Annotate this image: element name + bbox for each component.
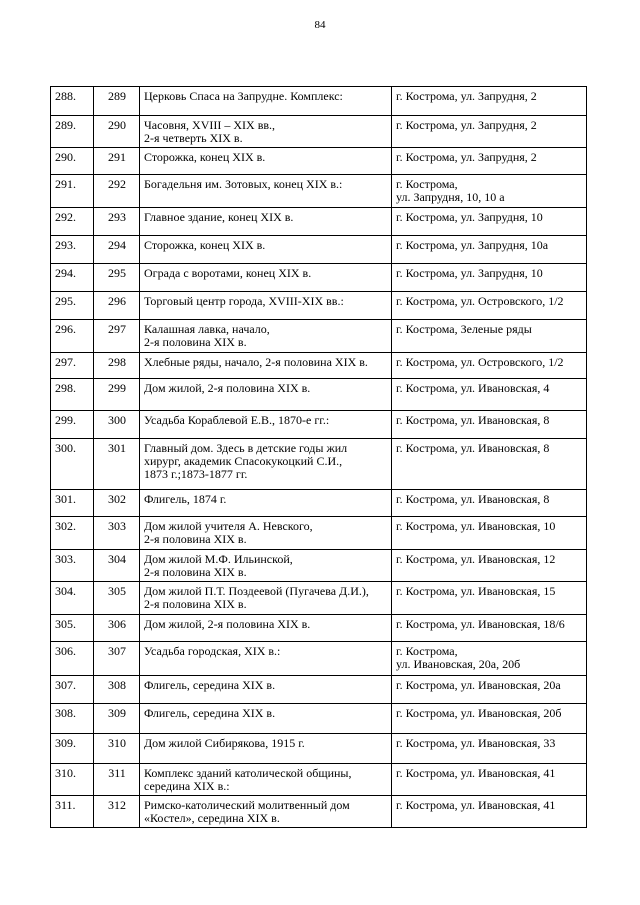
object-name-cell-text: Усадьба городская, XIX в.: [144, 644, 281, 658]
object-name-cell-text: Главный дом. Здесь в детские годы жил хирург, академик Спасокукоцкий С.И., 1873 г.;1873-1877 гг. [144, 441, 348, 481]
registry-number-cell-text: 293 [108, 210, 126, 224]
address-cell [392, 208, 587, 236]
row-number-cell-text: 292. [55, 210, 76, 224]
address-cell-text: г. Кострома, ул. Запрудня, 2 [396, 89, 537, 103]
registry-number-cell-text: 299 [108, 381, 126, 395]
object-name-cell [140, 615, 392, 642]
object-name-cell [140, 582, 392, 615]
object-name-cell-text: Ограда с воротами, конец XIX в. [144, 266, 312, 280]
registry-number-cell [94, 116, 140, 148]
address-cell-text: г. Кострома, ул. Запрудня, 10 [396, 266, 543, 280]
registry-number-cell [94, 292, 140, 320]
table-row [51, 320, 587, 353]
row-number-cell-text: 298. [55, 381, 76, 395]
row-number-cell-text: 301. [55, 492, 76, 506]
table-row [51, 676, 587, 704]
object-name-cell [140, 236, 392, 264]
address-cell-text: г. Кострома, ул. Ивановская, 8 [396, 441, 550, 455]
object-name-cell-text: Калашная лавка, начало, 2-я половина XIX в. [144, 322, 270, 349]
table-row [51, 642, 587, 676]
registry-number-cell [94, 796, 140, 828]
object-name-cell [140, 796, 392, 828]
row-number-cell-text: 295. [55, 294, 76, 308]
object-name-cell [140, 704, 392, 734]
address-cell-text: г. Кострома, ул. Запрудня, 10а [396, 238, 549, 252]
row-number-cell [51, 148, 94, 175]
registry-number-cell-text: 290 [108, 118, 126, 132]
registry-number-cell [94, 734, 140, 764]
row-number-cell [51, 236, 94, 264]
object-name-cell [140, 676, 392, 704]
object-name-cell [140, 116, 392, 148]
address-cell-text: г. Кострома, ул. Ивановская, 41 [396, 798, 556, 812]
address-cell [392, 517, 587, 550]
table-row [51, 517, 587, 550]
object-name-cell [140, 642, 392, 676]
table-row [51, 550, 587, 582]
registry-number-cell-text: 308 [108, 678, 126, 692]
address-cell-text: г. Кострома, ул. Запрудня, 2 [396, 150, 537, 164]
address-cell-text: г. Кострома, ул. Ивановская, 20а, 20б [396, 644, 521, 671]
registry-number-cell [94, 353, 140, 379]
object-name-cell [140, 379, 392, 411]
table-body [51, 87, 587, 828]
row-number-cell-text: 307. [55, 678, 76, 692]
address-cell-text: г. Кострома, ул. Ивановская, 33 [396, 736, 556, 750]
registry-number-cell [94, 582, 140, 615]
object-name-cell-text: Дом жилой учителя А. Невского, 2-я половина XIX в. [144, 519, 313, 546]
object-name-cell-text: Комплекс зданий католической общины, середина XIX в.: [144, 766, 352, 793]
table-row [51, 490, 587, 517]
address-cell [392, 353, 587, 379]
table-row [51, 439, 587, 490]
object-name-cell [140, 208, 392, 236]
registry-number-cell-text: 312 [108, 798, 126, 812]
table-row [51, 148, 587, 175]
registry-number-cell-text: 301 [108, 441, 126, 455]
object-name-cell [140, 292, 392, 320]
registry-number-cell [94, 411, 140, 439]
registry-number-cell [94, 550, 140, 582]
row-number-cell-text: 308. [55, 706, 76, 720]
address-cell [392, 87, 587, 116]
table-row [51, 236, 587, 264]
row-number-cell-text: 306. [55, 644, 76, 658]
address-cell-text: г. Кострома, ул. Запрудня, 10 [396, 210, 543, 224]
row-number-cell-text: 304. [55, 584, 76, 598]
address-cell [392, 264, 587, 292]
registry-number-cell-text: 306 [108, 617, 126, 631]
object-name-cell-text: Сторожка, конец XIX в. [144, 150, 266, 164]
object-name-cell [140, 411, 392, 439]
row-number-cell [51, 439, 94, 490]
row-number-cell-text: 300. [55, 441, 76, 455]
address-cell [392, 292, 587, 320]
table-row [51, 704, 587, 734]
address-cell-text: г. Кострома, ул. Запрудня, 2 [396, 118, 537, 132]
object-name-cell-text: Дом жилой М.Ф. Ильинской, 2-я половина XIX в. [144, 552, 293, 579]
row-number-cell [51, 582, 94, 615]
registry-number-cell [94, 517, 140, 550]
row-number-cell-text: 296. [55, 322, 76, 336]
object-name-cell [140, 353, 392, 379]
object-name-cell [140, 87, 392, 116]
registry-number-cell [94, 87, 140, 116]
row-number-cell-text: 297. [55, 355, 76, 369]
address-cell [392, 704, 587, 734]
address-cell [392, 148, 587, 175]
registry-number-cell-text: 311 [108, 766, 126, 780]
object-name-cell [140, 148, 392, 175]
object-name-cell-text: Сторожка, конец XIX в. [144, 238, 266, 252]
address-cell-text: г. Кострома, ул. Ивановская, 15 [396, 584, 556, 598]
table-row [51, 264, 587, 292]
table-row [51, 208, 587, 236]
registry-number-cell-text: 297 [108, 322, 126, 336]
registry-number-cell [94, 615, 140, 642]
registry-number-cell-text: 294 [108, 238, 126, 252]
row-number-cell [51, 264, 94, 292]
address-cell [392, 320, 587, 353]
object-name-cell [140, 550, 392, 582]
object-name-cell [140, 490, 392, 517]
table-row [51, 582, 587, 615]
address-cell-text: г. Кострома, ул. Островского, 1/2 [396, 294, 564, 308]
address-cell-text: г. Кострома, ул. Ивановская, 41 [396, 766, 556, 780]
row-number-cell [51, 175, 94, 208]
table-row [51, 411, 587, 439]
row-number-cell [51, 550, 94, 582]
registry-number-cell-text: 307 [108, 644, 126, 658]
registry-number-cell-text: 291 [108, 150, 126, 164]
registry-number-cell-text: 292 [108, 177, 126, 191]
registry-number-cell [94, 642, 140, 676]
address-cell [392, 439, 587, 490]
object-name-cell [140, 175, 392, 208]
address-cell-text: г. Кострома, ул. Ивановская, 4 [396, 381, 550, 395]
row-number-cell-text: 288. [55, 89, 76, 103]
object-name-cell-text: Дом жилой Сибирякова, 1915 г. [144, 736, 305, 750]
row-number-cell-text: 293. [55, 238, 76, 252]
row-number-cell [51, 208, 94, 236]
row-number-cell-text: 294. [55, 266, 76, 280]
registry-number-cell-text: 296 [108, 294, 126, 308]
registry-number-cell [94, 320, 140, 353]
row-number-cell-text: 311. [55, 798, 76, 812]
table-row [51, 116, 587, 148]
table-row [51, 615, 587, 642]
row-number-cell [51, 764, 94, 796]
registry-number-cell [94, 490, 140, 517]
table-row [51, 87, 587, 116]
address-cell-text: г. Кострома, ул. Ивановская, 12 [396, 552, 556, 566]
registry-number-cell [94, 704, 140, 734]
object-name-cell-text: Дом жилой, 2-я половина XIX в. [144, 617, 311, 631]
object-name-cell [140, 439, 392, 490]
table-row [51, 379, 587, 411]
object-name-cell-text: Часовня, XVIII – XIX вв., 2-я четверть XIX в. [144, 118, 276, 145]
address-cell-text: г. Кострома, ул. Ивановская, 8 [396, 413, 550, 427]
row-number-cell-text: 305. [55, 617, 76, 631]
row-number-cell [51, 642, 94, 676]
table-row [51, 796, 587, 828]
registry-number-cell [94, 208, 140, 236]
table-row [51, 764, 587, 796]
address-cell [392, 490, 587, 517]
row-number-cell [51, 704, 94, 734]
row-number-cell [51, 796, 94, 828]
object-name-cell-text: Хлебные ряды, начало, 2-я половина XIX в. [144, 355, 368, 369]
address-cell [392, 116, 587, 148]
registry-number-cell [94, 764, 140, 796]
row-number-cell-text: 302. [55, 519, 76, 533]
row-number-cell [51, 676, 94, 704]
object-name-cell [140, 264, 392, 292]
registry-number-cell [94, 148, 140, 175]
registry-number-cell-text: 289 [108, 89, 126, 103]
row-number-cell [51, 615, 94, 642]
row-number-cell-text: 291. [55, 177, 76, 191]
address-cell-text: г. Кострома, ул. Островского, 1/2 [396, 355, 564, 369]
registry-number-cell-text: 304 [108, 552, 126, 566]
registry-number-cell-text: 303 [108, 519, 126, 533]
row-number-cell [51, 292, 94, 320]
address-cell [392, 642, 587, 676]
table-row [51, 175, 587, 208]
row-number-cell [51, 353, 94, 379]
row-number-cell-text: 310. [55, 766, 76, 780]
address-cell [392, 734, 587, 764]
registry-number-cell-text: 310 [108, 736, 126, 750]
row-number-cell [51, 734, 94, 764]
row-number-cell [51, 116, 94, 148]
object-name-cell-text: Дом жилой, 2-я половина XIX в. [144, 381, 311, 395]
registry-number-cell-text: 305 [108, 584, 126, 598]
registry-number-cell [94, 676, 140, 704]
row-number-cell-text: 290. [55, 150, 76, 164]
address-cell [392, 615, 587, 642]
registry-number-cell-text: 298 [108, 355, 126, 369]
object-name-cell-text: Усадьба Кораблевой Е.В., 1870-е гг.: [144, 413, 330, 427]
object-name-cell-text: Флигель, 1874 г. [144, 492, 227, 506]
row-number-cell [51, 411, 94, 439]
address-cell-text: г. Кострома, ул. Ивановская, 20б [396, 706, 562, 720]
object-name-cell-text: Богадельня им. Зотовых, конец XIX в.: [144, 177, 343, 191]
heritage-registry-table [50, 86, 587, 828]
object-name-cell-text: Римско-католический молитвенный дом «Костел», середина XIX в. [144, 798, 350, 825]
address-cell [392, 764, 587, 796]
address-cell [392, 676, 587, 704]
row-number-cell [51, 87, 94, 116]
row-number-cell [51, 320, 94, 353]
address-cell [392, 796, 587, 828]
table-row [51, 734, 587, 764]
address-cell-text: г. Кострома, ул. Ивановская, 20а [396, 678, 561, 692]
object-name-cell [140, 764, 392, 796]
object-name-cell [140, 320, 392, 353]
row-number-cell [51, 517, 94, 550]
page-number: 84 [314, 19, 326, 31]
address-cell-text: г. Кострома, ул. Ивановская, 10 [396, 519, 556, 533]
row-number-cell-text: 299. [55, 413, 76, 427]
object-name-cell-text: Флигель, середина XIX в. [144, 706, 276, 720]
object-name-cell [140, 734, 392, 764]
address-cell-text: г. Кострома, Зеленые ряды [396, 322, 532, 336]
row-number-cell-text: 309. [55, 736, 76, 750]
address-cell-text: г. Кострома, ул. Ивановская, 8 [396, 492, 550, 506]
address-cell [392, 411, 587, 439]
registry-number-cell [94, 264, 140, 292]
row-number-cell [51, 490, 94, 517]
row-number-cell-text: 303. [55, 552, 76, 566]
address-cell [392, 175, 587, 208]
table-row [51, 292, 587, 320]
object-name-cell-text: Церковь Спаса на Запрудне. Комплекс: [144, 89, 343, 103]
row-number-cell-text: 289. [55, 118, 76, 132]
registry-number-cell [94, 236, 140, 264]
address-cell [392, 550, 587, 582]
object-name-cell-text: Торговый центр города, XVIII-XIX вв.: [144, 294, 344, 308]
registry-number-cell [94, 439, 140, 490]
object-name-cell [140, 517, 392, 550]
registry-number-cell [94, 379, 140, 411]
object-name-cell-text: Флигель, середина XIX в. [144, 678, 276, 692]
table-row [51, 353, 587, 379]
address-cell [392, 582, 587, 615]
registry-number-cell-text: 300 [108, 413, 126, 427]
address-cell-text: г. Кострома, ул. Ивановская, 18/6 [396, 617, 565, 631]
registry-number-cell-text: 295 [108, 266, 126, 280]
object-name-cell-text: Дом жилой П.Т. Поздеевой (Пугачева Д.И.), 2-я половина XIX в. [144, 584, 369, 611]
registry-number-cell [94, 175, 140, 208]
object-name-cell-text: Главное здание, конец XIX в. [144, 210, 294, 224]
address-cell-text: г. Кострома, ул. Запрудня, 10, 10 а [396, 177, 505, 204]
row-number-cell [51, 379, 94, 411]
registry-number-cell-text: 309 [108, 706, 126, 720]
registry-number-cell-text: 302 [108, 492, 126, 506]
address-cell [392, 379, 587, 411]
address-cell [392, 236, 587, 264]
